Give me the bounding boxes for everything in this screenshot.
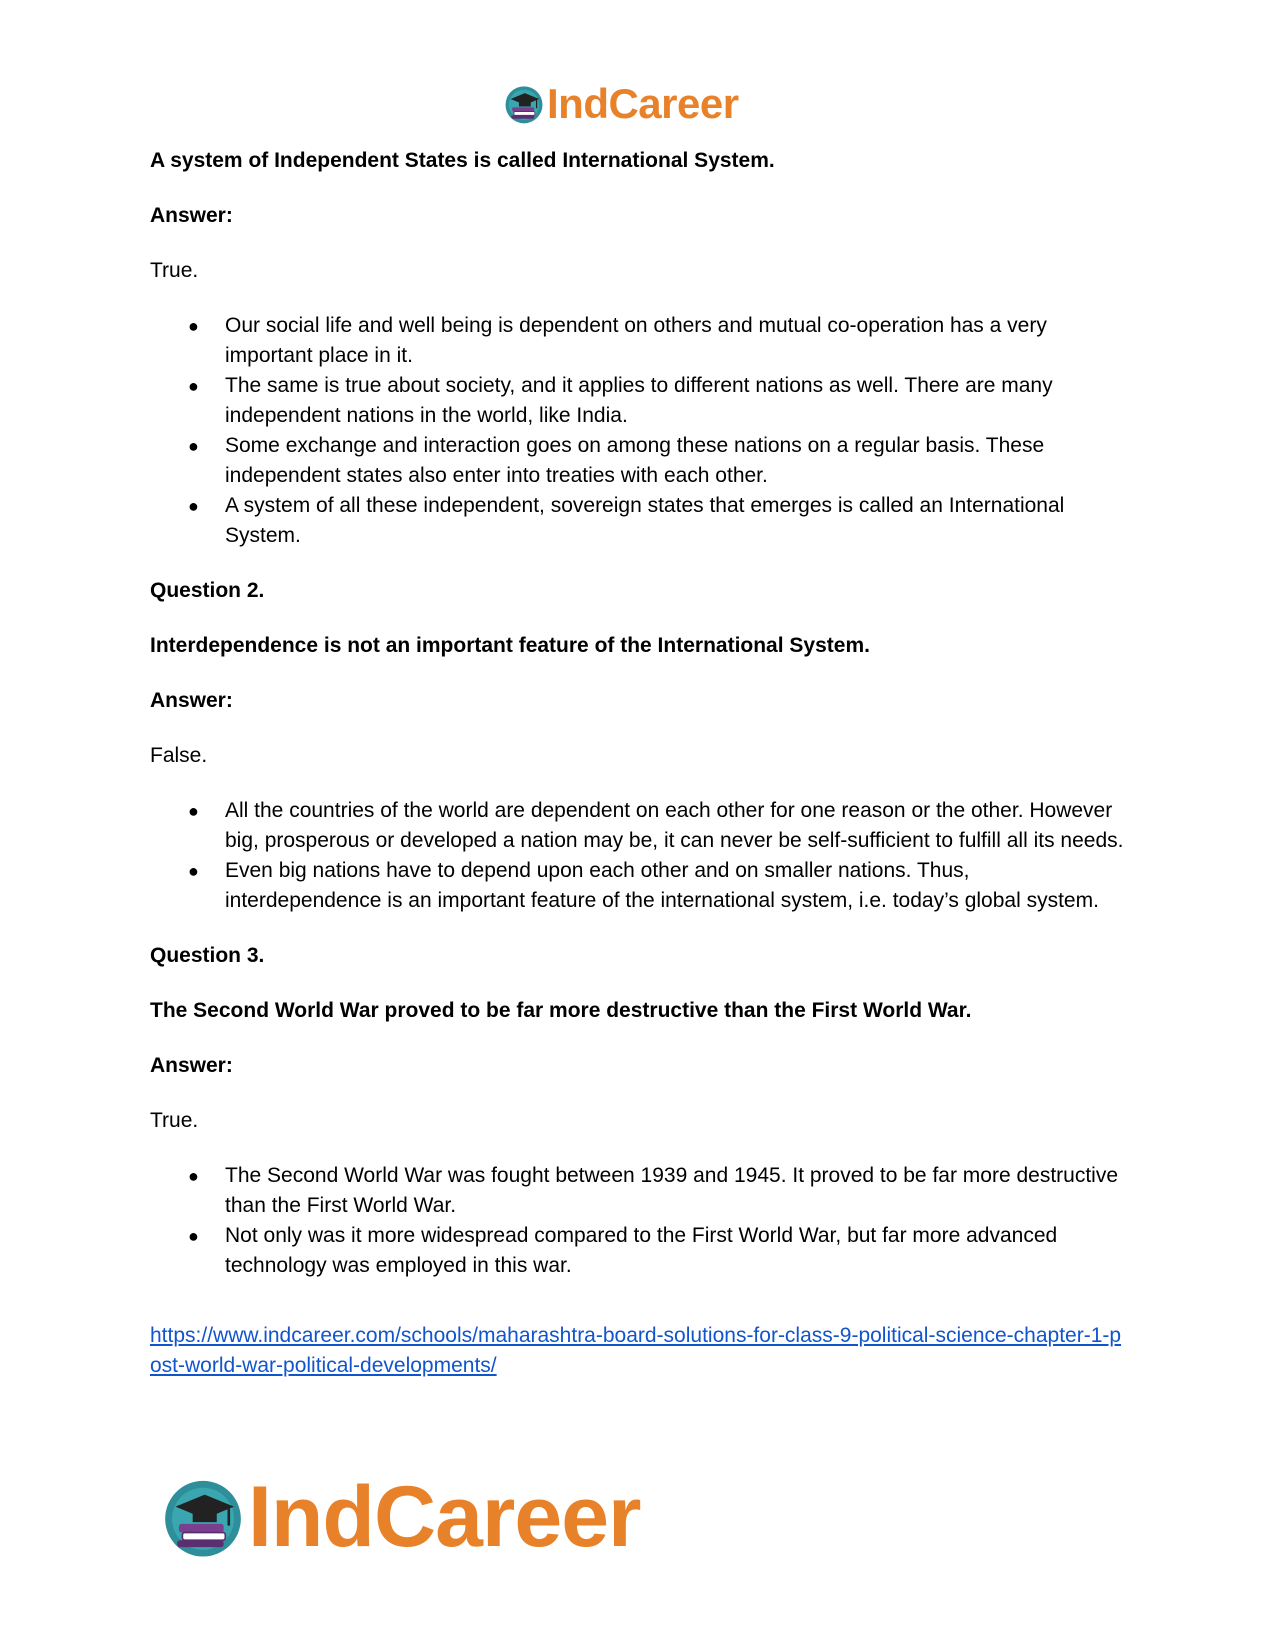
source-url-link[interactable]: https://www.indcareer.com/schools/maharashtra-board-solutions-for-class-9-political-science-chapter-1-post-world-war-political-developments/ (150, 1324, 1122, 1377)
question-2-heading: Question 2. (150, 579, 265, 602)
bullet-icon: ● (188, 436, 199, 456)
question-3-heading: Question 3. (150, 944, 265, 967)
answer-3: True. (150, 1109, 199, 1132)
brand-wordmark: IndCareer (547, 80, 739, 127)
list-item: ● Some exchange and interaction goes on among these nations on a regular basis. These independent states also enter into treaties with each other. (150, 431, 1125, 491)
brand-wordmark: IndCareer (248, 1469, 641, 1565)
bullet-icon: ● (188, 861, 199, 881)
statement-1: A system of Independent States is called International System. (150, 149, 775, 172)
answer-2: False. (150, 744, 208, 767)
page-content (150, 146, 1125, 1381)
bullet-list-3 (150, 1161, 1125, 1281)
list-item: ● A system of all these independent, sovereign states that emerges is called an International System. (150, 491, 1125, 551)
bullet-icon: ● (188, 1226, 199, 1246)
answer-label-1: Answer: (150, 204, 233, 227)
answer-1: True. (150, 259, 199, 282)
answer-label-3: Answer: (150, 1054, 233, 1077)
bullet-icon: ● (188, 316, 199, 336)
graduation-cap-books-icon (503, 83, 545, 125)
bullet-list-1 (150, 311, 1125, 551)
list-item: ● All the countries of the world are dependent on each other for one reason or the other. However big, prosperous or developed a nation may be, it can never be self-sufficient to fulfill all its needs. (150, 796, 1125, 856)
list-item: ● The Second World War was fought between 1939 and 1945. It proved to be far more destructive than the First World War. (150, 1161, 1125, 1221)
bullet-icon: ● (188, 496, 199, 516)
graduation-cap-books-icon (160, 1474, 246, 1560)
brand-logo-bottom (160, 1469, 641, 1565)
bullet-list-2 (150, 796, 1125, 916)
statement-2: Interdependence is not an important feature of the International System. (150, 634, 870, 657)
bullet-icon: ● (188, 801, 199, 821)
bullet-icon: ● (188, 376, 199, 396)
list-item: ● Not only was it more widespread compared to the First World War, but far more advanced technology was employed in this war. (150, 1221, 1125, 1281)
list-item: ● Our social life and well being is dependent on others and mutual co-operation has a very important place in it. (150, 311, 1125, 371)
brand-logo-top (503, 82, 739, 126)
list-item: ● Even big nations have to depend upon each other and on smaller nations. Thus, interdependence is an important feature of the international system, i.e. today’s global system. (150, 856, 1125, 916)
bullet-icon: ● (188, 1166, 199, 1186)
list-item: ● The same is true about society, and it applies to different nations as well. There are many independent nations in the world, like India. (150, 371, 1125, 431)
answer-label-2: Answer: (150, 689, 233, 712)
statement-3: The Second World War proved to be far more destructive than the First World War. (150, 999, 972, 1022)
